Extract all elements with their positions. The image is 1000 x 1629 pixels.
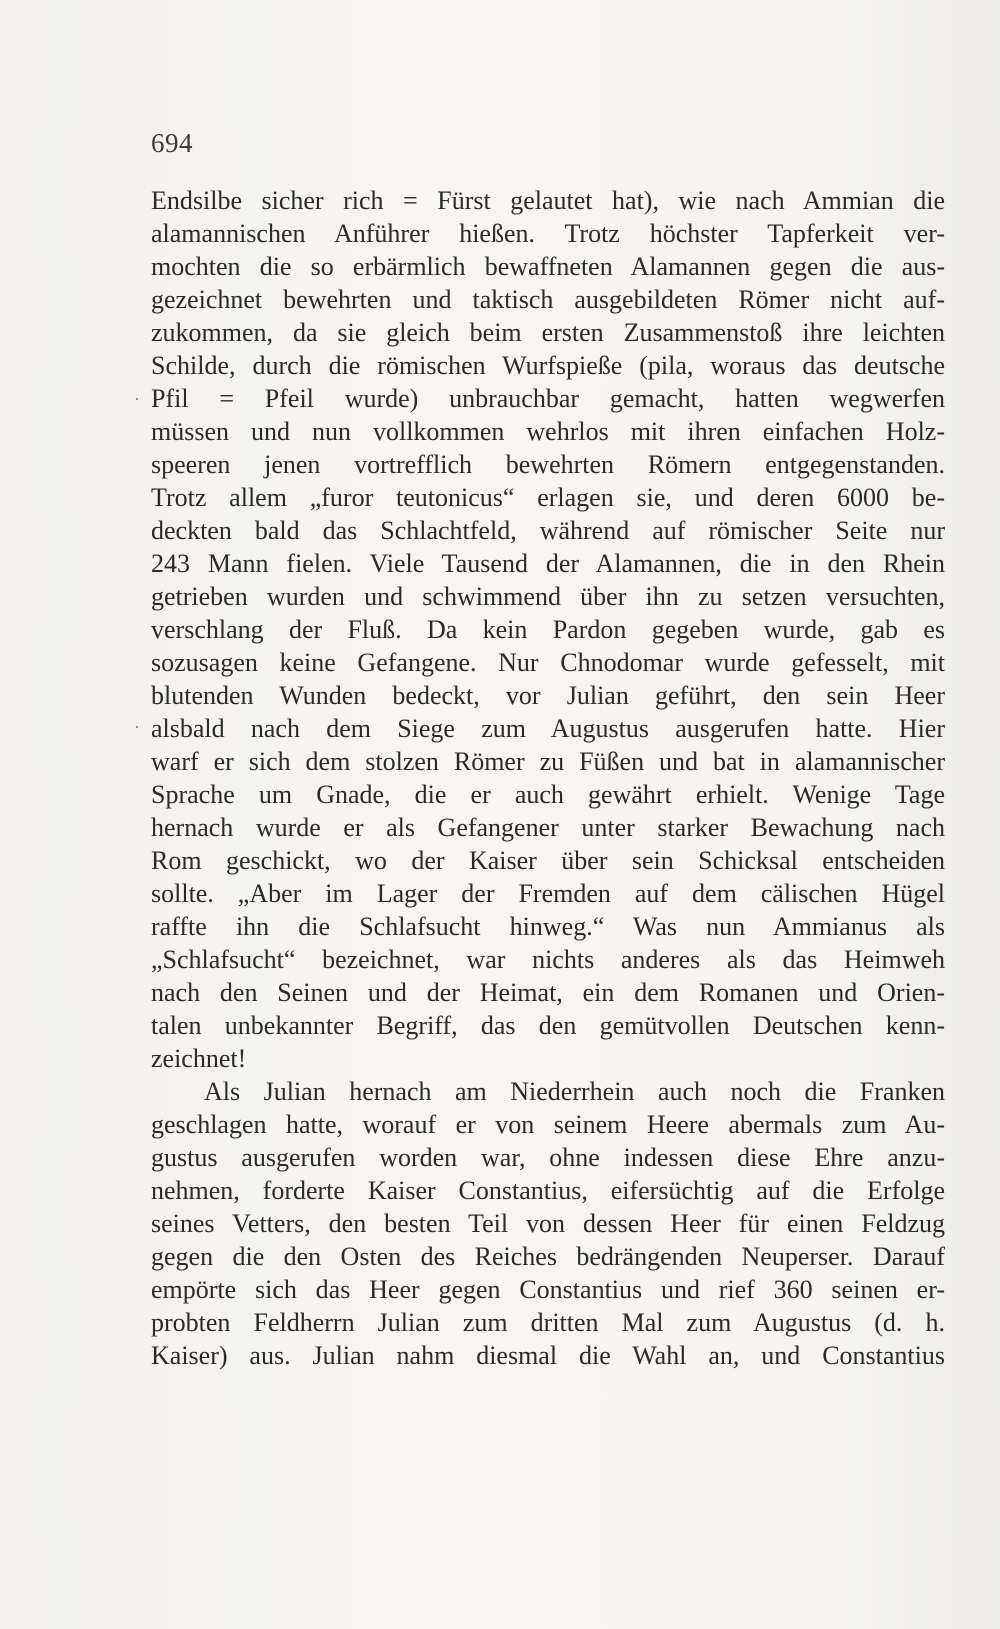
text-line: Kaiser) aus. Julian nahm diesmal die Wahl an, und Constantius — [151, 1341, 945, 1370]
text-line: empörte sich das Heer gegen Constantius und rief 360 seinen er- — [151, 1275, 945, 1304]
text-line: Sprache um Gnade, die er auch gewährt erhielt. Wenige Tage — [151, 780, 945, 809]
text-line: nehmen, forderte Kaiser Constantius, eifersüchtig auf die Erfolge — [151, 1176, 945, 1205]
paragraph — [151, 184, 945, 1075]
text-line: probten Feldherrn Julian zum dritten Mal zum Augustus (d. h. — [151, 1308, 945, 1337]
text-line: Endsilbe sicher rich = Fürst gelautet hat), wie nach Ammian die — [151, 186, 945, 215]
margin-dot-mark — [136, 398, 138, 400]
text-line: 243 Mann fielen. Viele Tausend der Alamannen, die in den Rhein — [151, 549, 945, 578]
text-line: alamannischen Anführer hießen. Trotz höchster Tapferkeit ver- — [151, 219, 945, 248]
text-line: mochten die so erbärmlich bewaffneten Alamannen gegen die aus- — [151, 252, 945, 281]
text-line: blutenden Wunden bedeckt, vor Julian geführt, den sein Heer — [151, 681, 945, 710]
text-line: gegen die den Osten des Reiches bedrängenden Neuperser. Darauf — [151, 1242, 945, 1271]
text-line: seines Vetters, den besten Teil von dessen Heer für einen Feldzug — [151, 1209, 945, 1238]
text-line: sozusagen keine Gefangene. Nur Chnodomar wurde gefesselt, mit — [151, 648, 945, 677]
text-line: zukommen, da sie gleich beim ersten Zusammenstoß ihre leichten — [151, 318, 945, 347]
text-line: talen unbekannter Begriff, das den gemütvollen Deutschen kenn- — [151, 1011, 945, 1040]
text-line: gustus ausgerufen worden war, ohne indessen diese Ehre anzu- — [151, 1143, 945, 1172]
text-line: getrieben wurden und schwimmend über ihn zu setzen versuchten, — [151, 582, 945, 611]
body-text — [151, 184, 945, 1372]
text-line: gezeichnet bewehrten und taktisch ausgebildeten Römer nicht auf- — [151, 285, 945, 314]
text-line: alsbald nach dem Siege zum Augustus ausgerufen hatte. Hier — [151, 714, 945, 743]
text-line: hernach wurde er als Gefangener unter starker Bewachung nach — [151, 813, 945, 842]
text-line: raffte ihn die Schlafsucht hinweg.“ Was nun Ammianus als — [151, 912, 945, 941]
margin-dot-mark — [136, 726, 138, 728]
text-line: warf er sich dem stolzen Römer zu Füßen und bat in alamannischer — [151, 747, 945, 776]
text-line: Rom geschickt, wo der Kaiser über sein Schicksal entscheiden — [151, 846, 945, 875]
text-line: Trotz allem „furor teutonicus“ erlagen sie, und deren 6000 be- — [151, 483, 945, 512]
text-line: deckten bald das Schlachtfeld, während auf römischer Seite nur — [151, 516, 945, 545]
text-line: müssen und nun vollkommen wehrlos mit ihren einfachen Holz- — [151, 417, 945, 446]
text-line: sollte. „Aber im Lager der Fremden auf dem cälischen Hügel — [151, 879, 945, 908]
text-line: Als Julian hernach am Niederrhein auch noch die Franken — [204, 1077, 945, 1106]
text-line: speeren jenen vortrefflich bewehrten Römern entgegenstanden. — [151, 450, 945, 479]
text-line: geschlagen hatte, worauf er von seinem Heere abermals zum Au- — [151, 1110, 945, 1139]
page-number: 694 — [151, 128, 193, 158]
text-line: nach den Seinen und der Heimat, ein dem Romanen und Orien- — [151, 978, 945, 1007]
text-line: „Schlafsucht“ bezeichnet, war nichts anderes als das Heimweh — [151, 945, 945, 974]
text-line: verschlang der Fluß. Da kein Pardon gegeben wurde, gab es — [151, 615, 945, 644]
paragraph — [151, 1075, 945, 1372]
text-line: zeichnet! — [151, 1044, 247, 1073]
text-line: Schilde, durch die römischen Wurfspieße (pila, woraus das deutsche — [151, 351, 945, 380]
text-line: Pfil = Pfeil wurde) unbrauchbar gemacht, hatten wegwerfen — [151, 384, 945, 413]
